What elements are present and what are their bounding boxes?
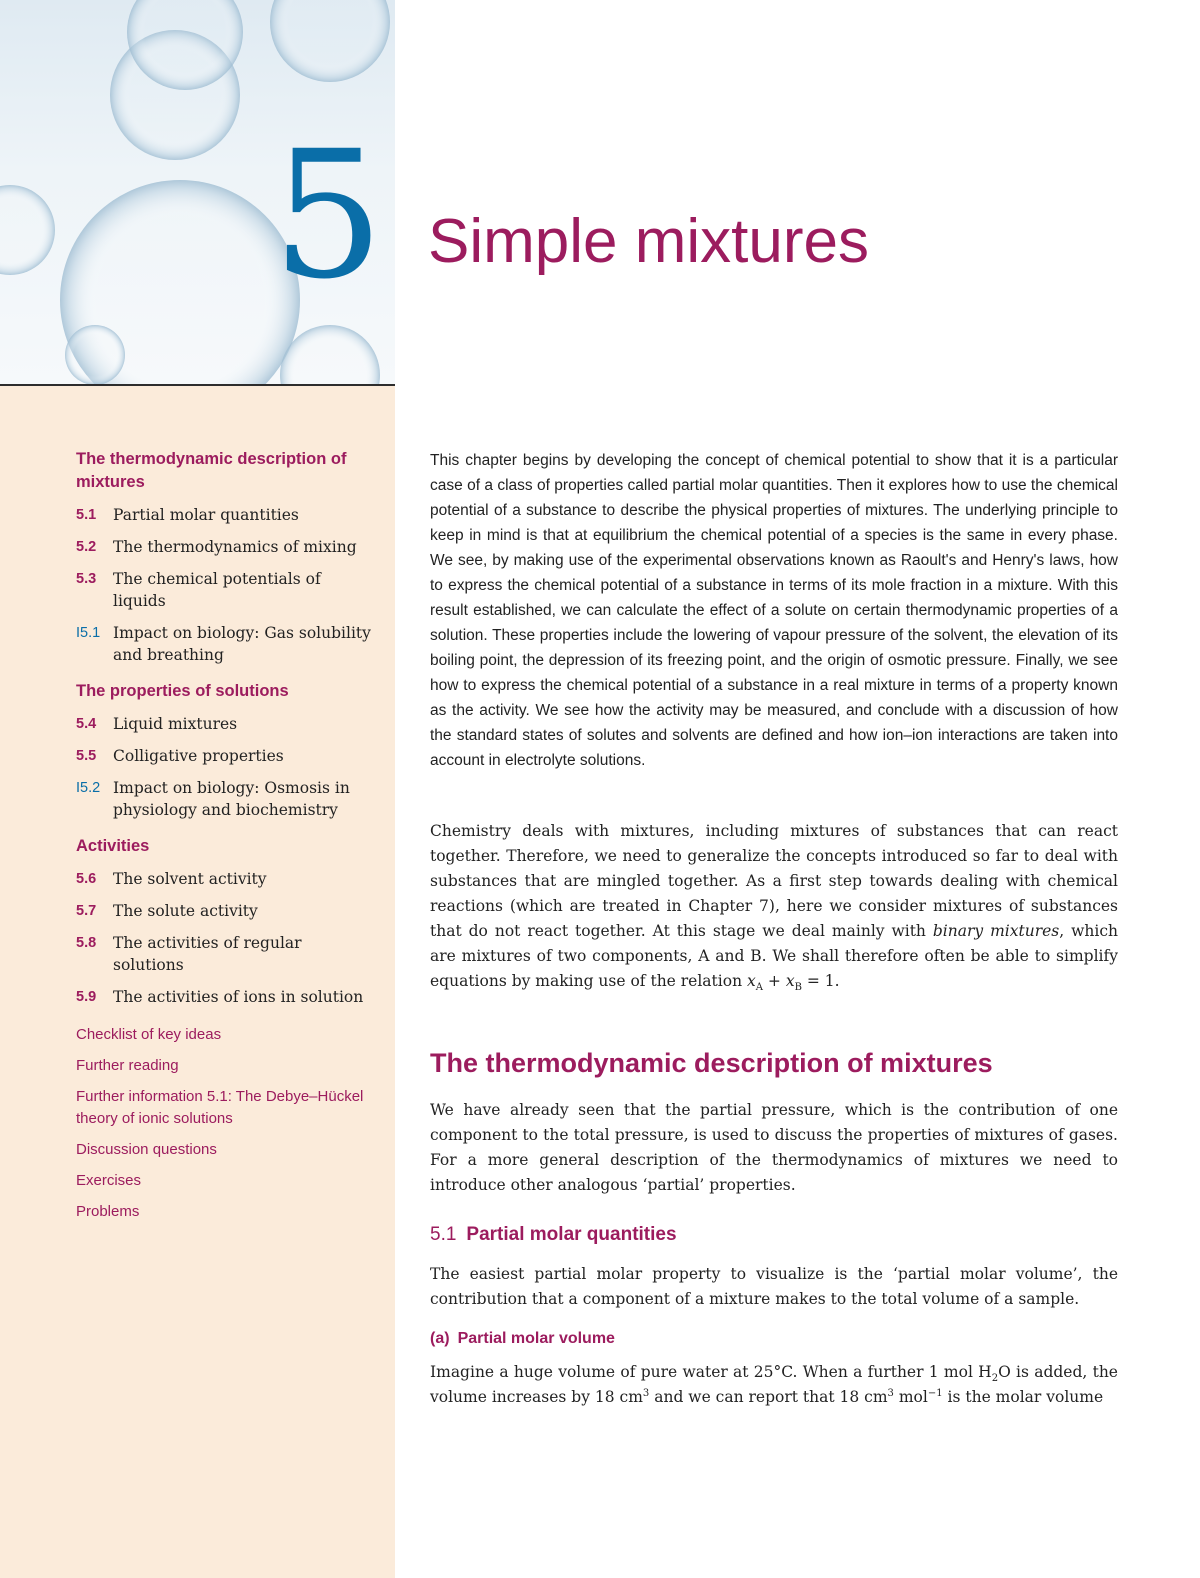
toc-item[interactable] [76, 900, 376, 922]
toc-section-title: Activities [76, 837, 150, 855]
subscript: B [794, 982, 802, 994]
toc-item-label: Colligative properties [113, 747, 284, 765]
subscript: A [755, 982, 763, 994]
toc-link-problems[interactable]: Problems [76, 1203, 140, 1220]
text-run: O is added, the volume increases by 18 cm [430, 1363, 1118, 1406]
toc-item-label: Liquid mixtures [113, 715, 238, 733]
bubble-shape [270, 0, 390, 82]
toc-item-label: The solvent activity [113, 870, 267, 888]
toc-item[interactable] [76, 504, 376, 526]
math-variable: x [785, 972, 795, 990]
toc-item-number: I5.1 [76, 625, 101, 641]
toc-item-number: I5.2 [76, 780, 101, 796]
subsection-heading [430, 1222, 1118, 1248]
paragraph: The easiest partial molar property to visualize is the ‘partial molar volume’, the contribution that a component of a mixture makes to the total volume of a sample. [430, 1265, 1118, 1308]
toc-item-label: The activities of regular solutions [113, 934, 302, 974]
toc-item-number: 5.2 [76, 539, 97, 555]
toc-item[interactable] [76, 745, 376, 767]
toc-item[interactable] [76, 713, 376, 735]
toc-item-number: 5.3 [76, 571, 97, 587]
toc-item-label: Partial molar quantities [113, 506, 299, 524]
bubble-shape [65, 325, 125, 385]
superscript: 3 [642, 1387, 650, 1399]
toc-link-further-reading[interactable]: Further reading [76, 1057, 179, 1074]
math-operator: + [762, 972, 786, 990]
chapter-title: Simple mixtures [428, 207, 869, 276]
text-run: is the molar volume [942, 1388, 1104, 1406]
text-run: Imagine a huge volume of pure water at 25°C. When a further 1 mol H [430, 1363, 992, 1381]
text-run: Chemistry deals with mixtures, including mixtures of substances that can react together. Therefore, we need to generalize the concepts introduced so far to deal with substances that are mingled together. As a first step towards dealing with chemical reactions (which are treated in Chapter 7), here we consider mixtures of substances that do not react together. At this stage we deal mainly with [430, 822, 1118, 940]
text-run: and we can report that 18 cm [649, 1388, 888, 1406]
toc-item-label: The solute activity [113, 902, 258, 920]
toc-item[interactable] [76, 536, 376, 558]
paragraph [430, 819, 1118, 994]
toc-item-number: 5.1 [76, 507, 97, 523]
toc-item[interactable] [76, 622, 376, 666]
math-variable: x [746, 972, 756, 990]
text-run: , which are mixtures of two components, A and B. We shall therefore often be able to simplify equations by making use of the relation [430, 922, 1119, 990]
emphasis-term: binary mixtures [932, 922, 1060, 940]
toc-item-number: 5.8 [76, 935, 97, 951]
superscript: −1 [927, 1387, 943, 1399]
sub-subsection-title: Partial molar volume [457, 1330, 615, 1347]
sub-subsection-heading [430, 1328, 1118, 1350]
toc-item[interactable] [76, 568, 376, 612]
bubble-shape [0, 185, 55, 275]
toc-item-number: 5.6 [76, 871, 97, 887]
chapter-contents [76, 448, 376, 1232]
toc-item-label: The activities of ions in solution [113, 988, 364, 1006]
toc-section-title: The thermodynamic description of mixtures [76, 450, 347, 491]
superscript: 3 [887, 1387, 894, 1399]
text-run: = 1. [801, 972, 840, 990]
toc-item-number: 5.9 [76, 989, 97, 1005]
paragraph [430, 1360, 1118, 1410]
section-heading: The thermodynamic description of mixtures [430, 1048, 993, 1078]
toc-links [76, 1024, 376, 1223]
toc-item-label: The chemical potentials of liquids [113, 570, 321, 610]
toc-item-label: The thermodynamics of mixing [113, 538, 357, 556]
toc-item-number: 5.7 [76, 903, 97, 919]
toc-link-exercises[interactable]: Exercises [76, 1172, 142, 1189]
toc-section-title: The properties of solutions [76, 682, 289, 700]
toc-item[interactable] [76, 777, 376, 821]
main-content [430, 448, 1118, 1410]
subscript: 2 [991, 1373, 999, 1385]
toc-item-number: 5.4 [76, 716, 97, 732]
toc-item[interactable] [76, 868, 376, 890]
subsection-number: 5.1 [430, 1224, 457, 1245]
paragraph: We have already seen that the partial pressure, which is the contribution of one component to the total pressure, is used to discuss the properties of mixtures of gases. For a more general description of the thermodynamics of mixtures we need to introduce other analogous ‘partial’ properties. [430, 1101, 1118, 1194]
toc-item-label: Impact on biology: Gas solubility and breathing [113, 624, 371, 664]
text-run: mol [893, 1388, 928, 1406]
toc-item[interactable] [76, 932, 376, 976]
toc-item-label: Impact on biology: Osmosis in physiology and biochemistry [113, 779, 350, 819]
subsection-title: Partial molar quantities [466, 1224, 677, 1245]
toc-link-further-information[interactable]: Further information 5.1: The Debye–Hückel theory of ionic solutions [76, 1088, 364, 1127]
toc-link-checklist[interactable]: Checklist of key ideas [76, 1026, 222, 1043]
toc-link-discussion-questions[interactable]: Discussion questions [76, 1141, 217, 1158]
chapter-number: 5 [272, 113, 380, 318]
toc-item-number: 5.5 [76, 748, 97, 764]
sub-subsection-label: (a) [430, 1330, 450, 1347]
chapter-introduction: This chapter begins by developing the concept of chemical potential to show that it is a particular case of a class of properties called partial molar quantities. Then it explores how to use the chemical potential of a substance to describe the physical properties of mixtures. The underlying principle to keep in mind is that at equilibrium the chemical potential of a species is the same in every phase. We see, by making use of the experimental observations known as Raoult's and Henry's laws, how to express the chemical potential of a substance in terms of its mole fraction in a mixture. With this result established, we can calculate the effect of a solute on certain thermodynamic properties of a solution. These properties include the lowering of vapour pressure of the solvent, the elevation of its boiling point, the depression of its freezing point, and the origin of osmotic pressure. Finally, we see how to express the chemical potential of a substance in a real mixture in terms of a property known as the activity. We see how the activity may be measured, and conclude with a discussion of how the standard states of solutes and solvents are defined and how ion–ion interactions are taken into account in electrolyte solutions. [430, 452, 1118, 769]
toc-item[interactable] [76, 986, 376, 1008]
